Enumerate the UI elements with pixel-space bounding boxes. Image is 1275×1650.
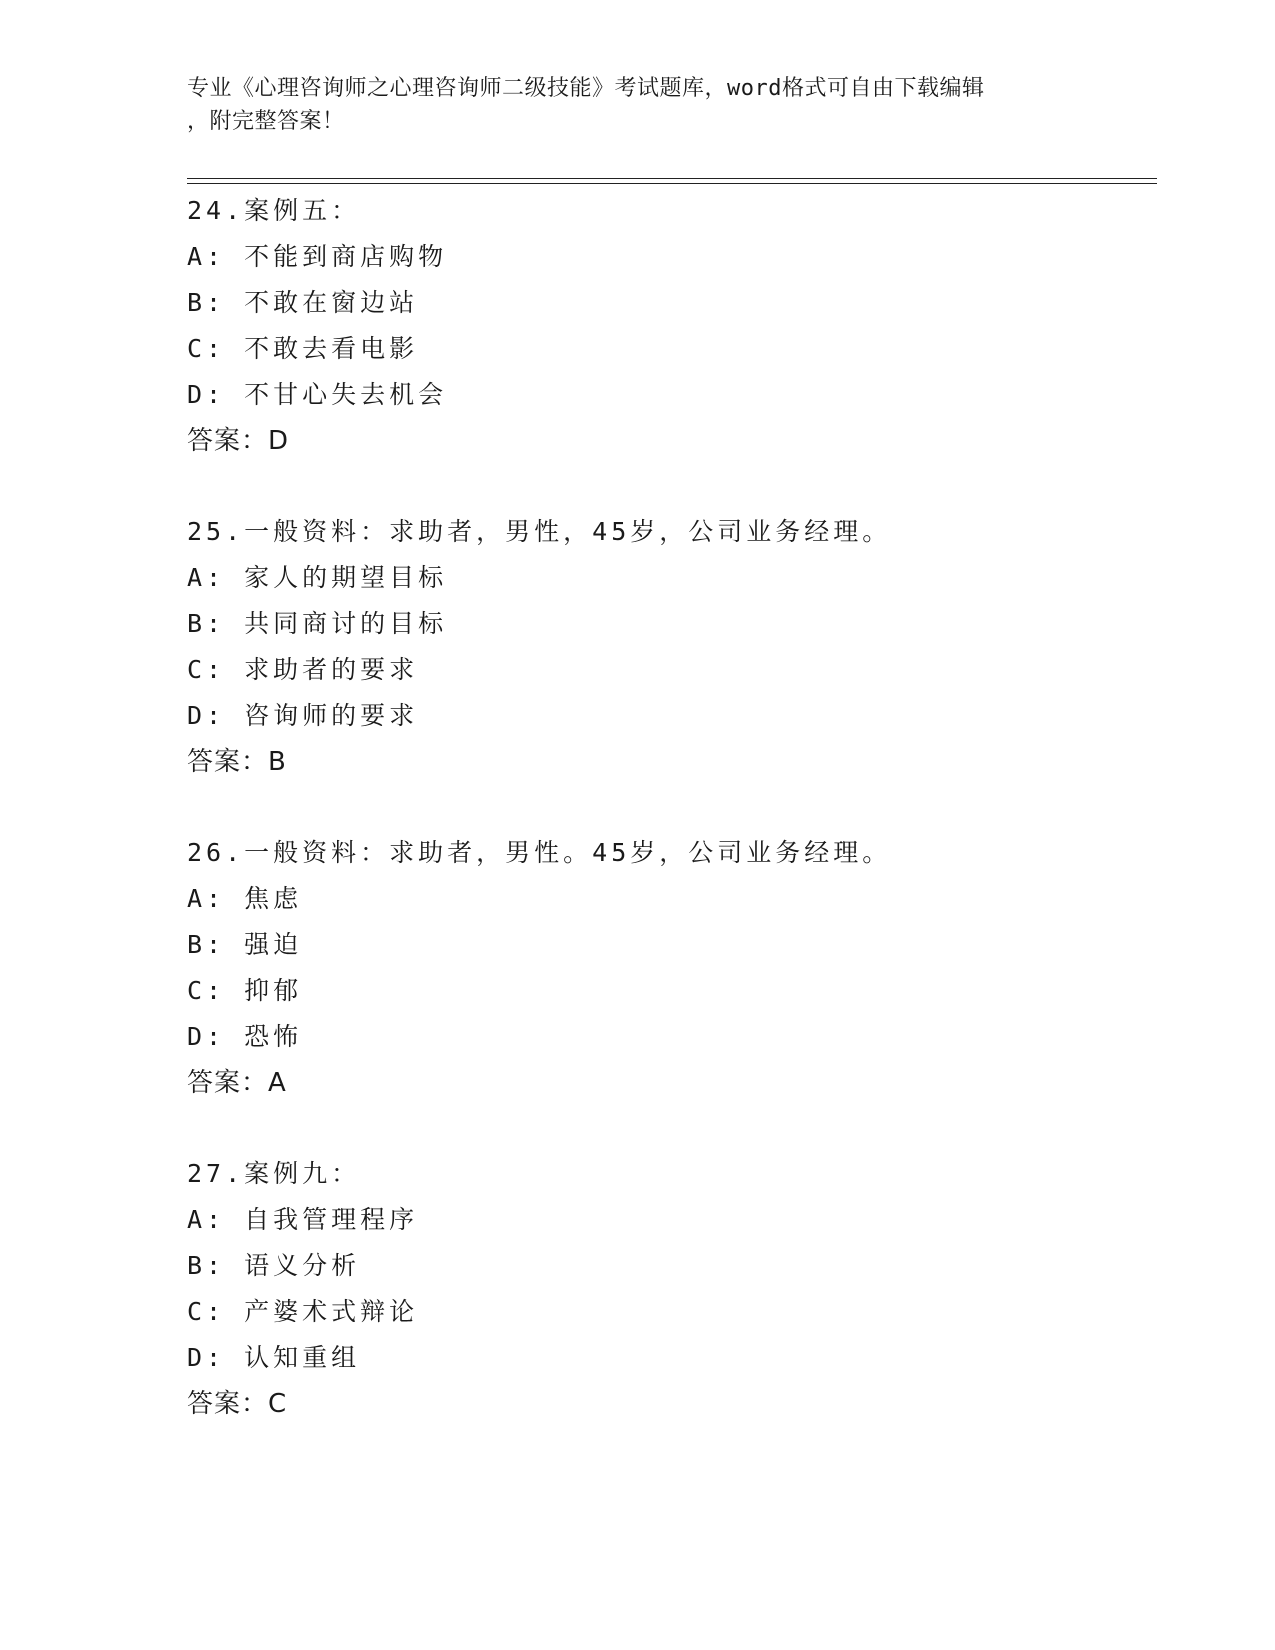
question-title: 27.案例九： (187, 1159, 361, 1188)
answer-label: 答案：A (187, 1068, 287, 1098)
option-d: D: 咨询师的要求 (187, 701, 419, 730)
option-a: A: 焦虑 (187, 884, 303, 913)
option-c: C: 抑郁 (187, 976, 303, 1005)
answer-label: 答案：C (187, 1389, 288, 1419)
option-b: B: 强迫 (187, 930, 303, 959)
question-27 (187, 1151, 1147, 1427)
document-header (187, 72, 1067, 138)
answer-label: 答案：B (187, 747, 287, 777)
option-d: D: 认知重组 (187, 1343, 361, 1372)
option-c: C: 产婆术式辩论 (187, 1297, 419, 1326)
answer-label: 答案：D (187, 426, 290, 456)
option-b: B: 语义分析 (187, 1251, 361, 1280)
question-25 (187, 509, 1147, 785)
question-title: 26.一般资料：求助者，男性。45岁，公司业务经理。 (187, 838, 892, 867)
header-divider-bottom (187, 183, 1157, 184)
option-a: A: 不能到商店购物 (187, 242, 448, 271)
question-title: 24.案例五： (187, 196, 361, 225)
header-line-1: 专业《心理咨询师之心理咨询师二级技能》考试题库，word格式可自由下载编辑 (187, 76, 985, 101)
question-26 (187, 830, 1147, 1106)
header-divider-top (187, 178, 1157, 179)
option-c: C: 求助者的要求 (187, 655, 419, 684)
option-b: B: 不敢在窗边站 (187, 288, 419, 317)
option-c: C: 不敢去看电影 (187, 334, 419, 363)
option-d: D: 恐怖 (187, 1022, 303, 1051)
option-b: B: 共同商讨的目标 (187, 609, 448, 638)
question-24 (187, 188, 1147, 464)
option-a: A: 家人的期望目标 (187, 563, 448, 592)
option-d: D: 不甘心失去机会 (187, 380, 448, 409)
question-list (187, 188, 1147, 1472)
question-title: 25.一般资料：求助者，男性，45岁，公司业务经理。 (187, 517, 892, 546)
option-a: A: 自我管理程序 (187, 1205, 419, 1234)
header-line-2: ，附完整答案！ (187, 109, 345, 134)
